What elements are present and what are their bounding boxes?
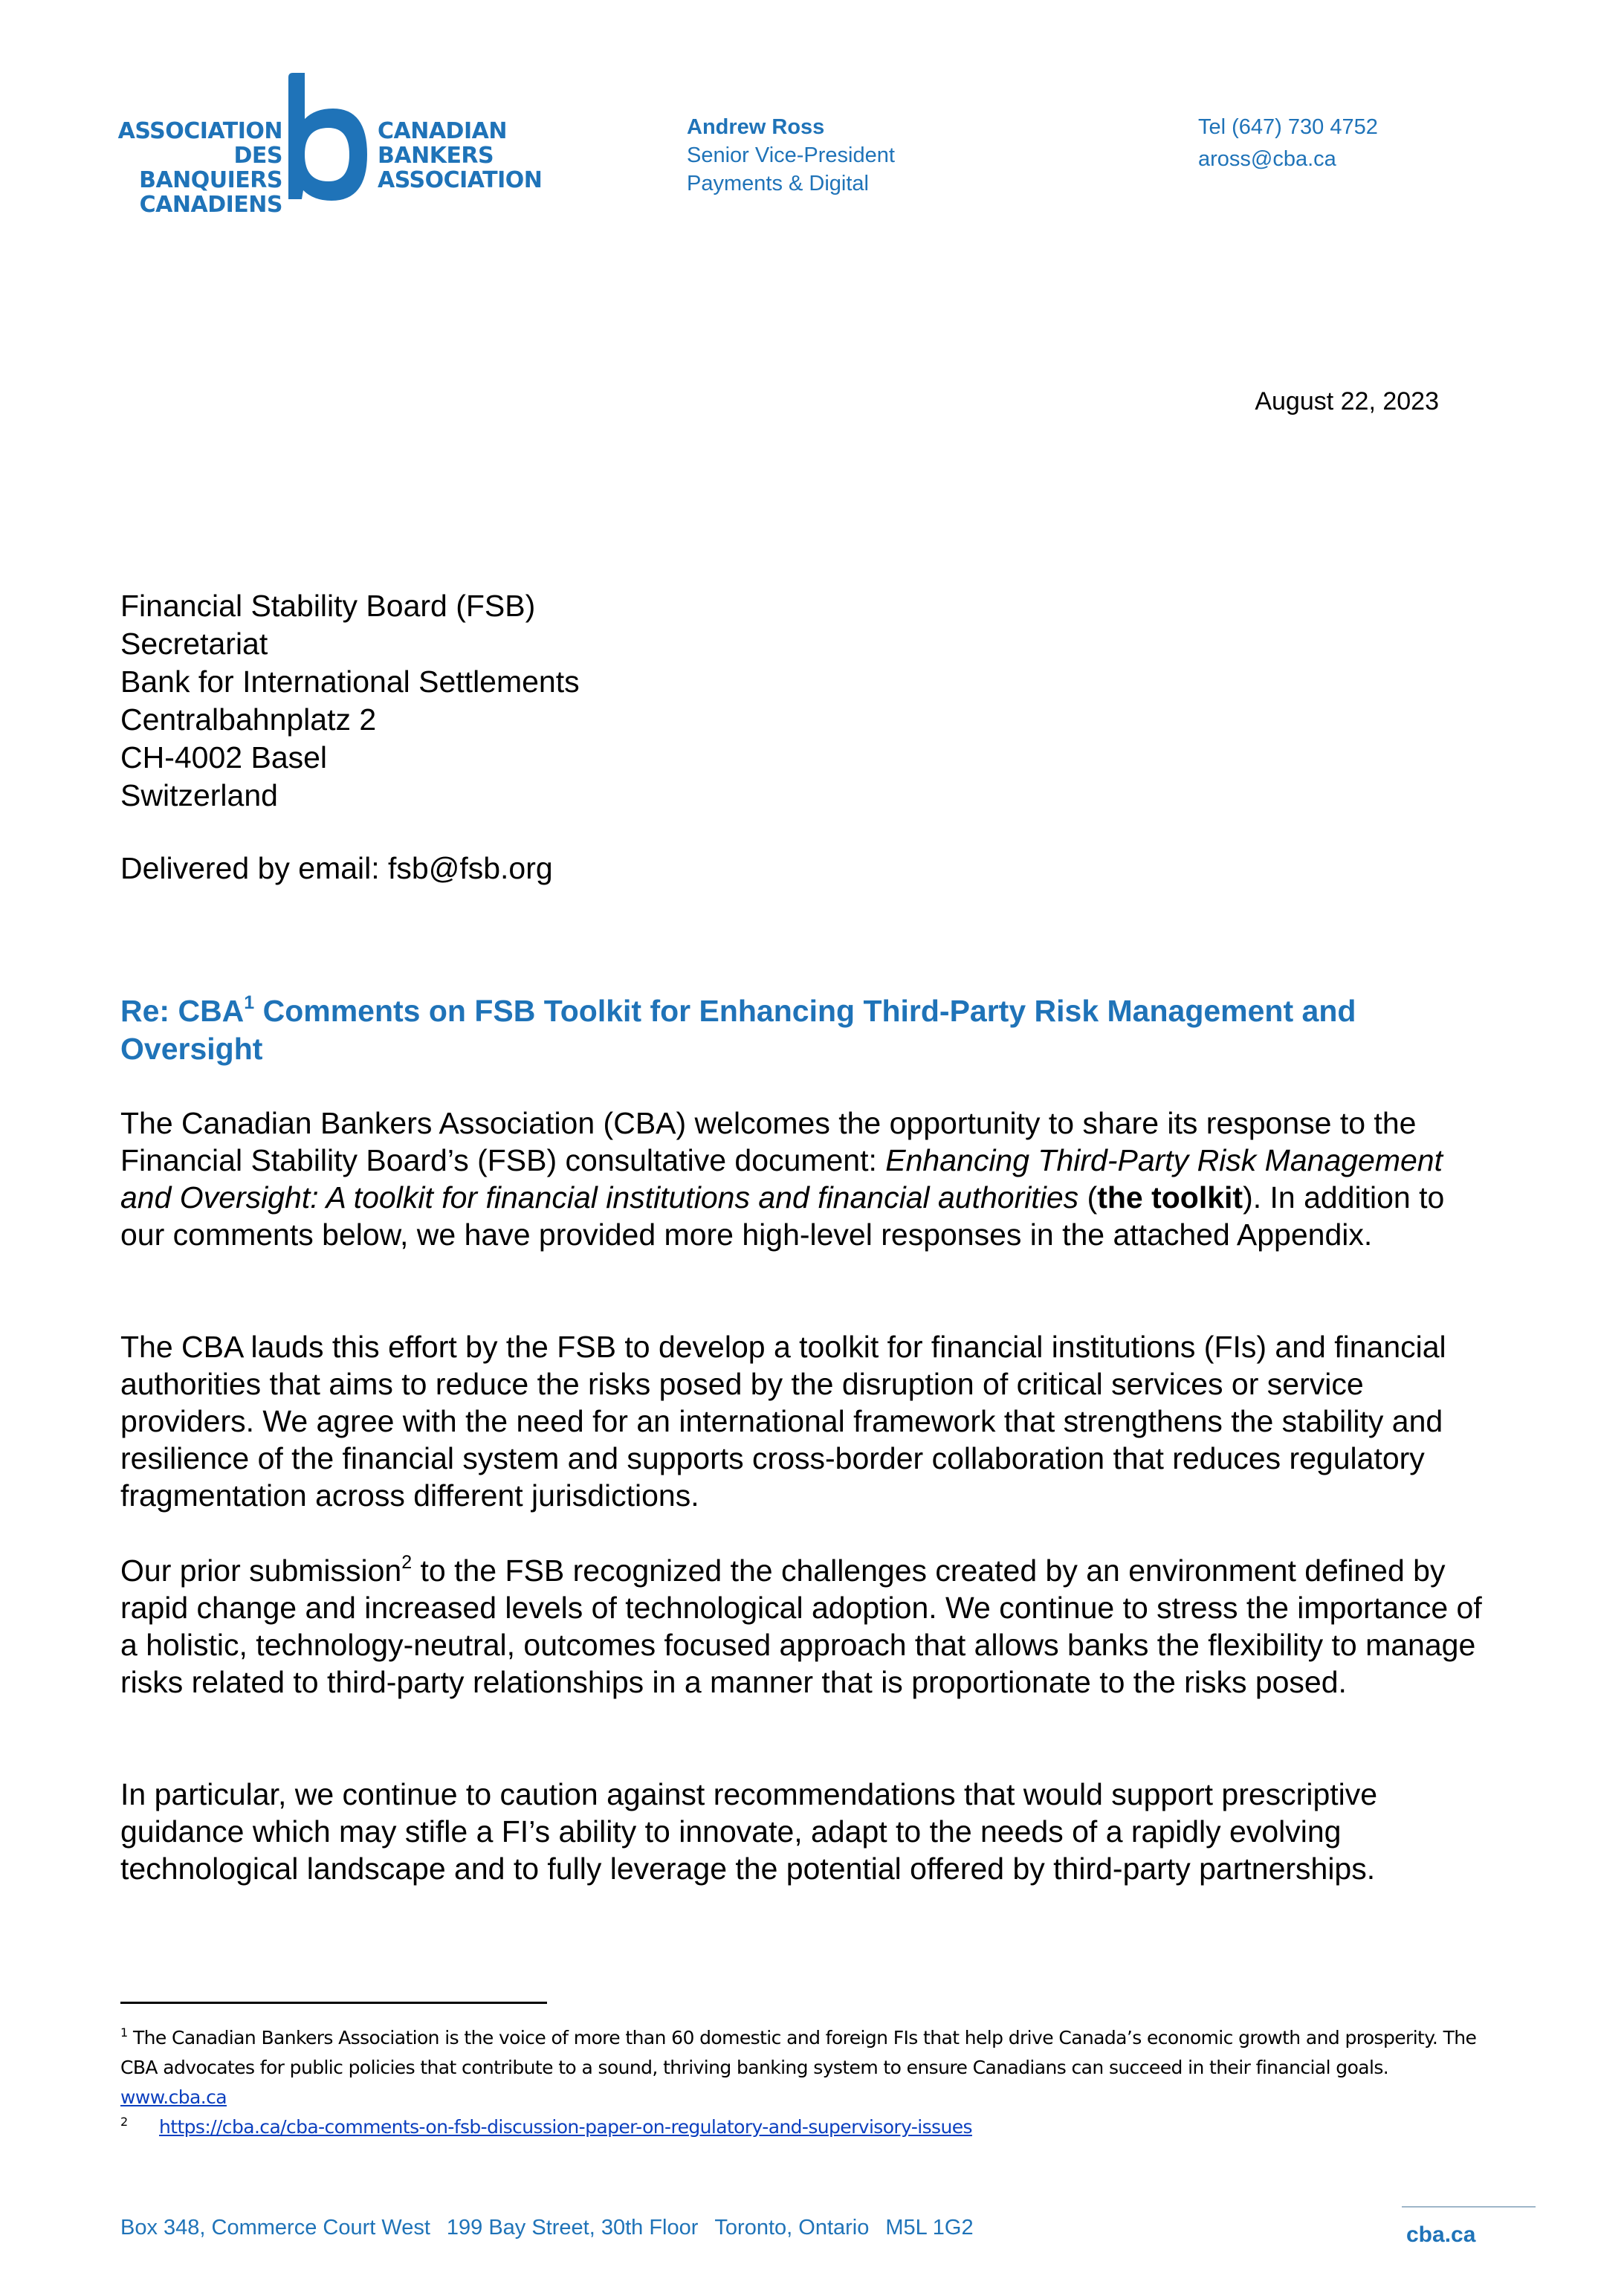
footnote-link[interactable]: www.cba.ca [120, 2086, 227, 2108]
logo-en-line: CANADIAN [378, 118, 507, 144]
address-line: Secretariat [120, 627, 268, 661]
footer-box: Box 348, Commerce Court West [120, 2216, 430, 2240]
footnote-1 [120, 2023, 1488, 2112]
subject-line [120, 992, 1488, 1068]
p1-text: ( [1078, 1180, 1098, 1215]
footer-street: 199 Bay Street, 30th Floor [446, 2216, 699, 2240]
footnote-ref-2[interactable]: 2 [401, 1552, 413, 1573]
contact-title: Senior Vice-President [687, 143, 895, 167]
footer-address [120, 2213, 990, 2242]
recipient-address [120, 587, 580, 815]
p1-text: The Canadian Bankers Association (CBA) welcomes the opportunity to share its response to the Financial Stability Board’s (FSB) consultative document: [120, 1106, 1417, 1177]
p3-text: Our prior submission [120, 1553, 402, 1588]
footer-city: Toronto, Ontario [714, 2216, 870, 2240]
logo-fr-line: CANADIENS [139, 192, 282, 218]
body-paragraph-4: In particular, we continue to caution against recommendations that would support prescriptive guidance which may stifle a FI’s ability to innovate, adapt to the needs of a rapidly evolving technological landscape and to fully leverage the potential offered by third-party partnerships. [120, 1777, 1378, 1886]
footnote-ref-1[interactable]: 1 [244, 992, 255, 1013]
address-line: Financial Stability Board (FSB) [120, 589, 536, 623]
letter-date: August 22, 2023 [1255, 387, 1439, 415]
footnote-link[interactable]: https://cba.ca/cba-comments-on-fsb-discussion-paper-on-regulatory-and-supervisory-issues [159, 2116, 972, 2138]
p3-text: to the FSB recognized the challenges created by an environment defined by rapid change and increased levels of technological adoption. We continue to stress the importance of a holistic, technology-neutral, outcomes focused approach that allows banks the flexibility to manage risks related to third-party relationships in a manner that is proportionate to the risks posed. [120, 1553, 1482, 1699]
contact-department: Payments & Digital [687, 172, 869, 195]
contact-phone: Tel (647) 730 4752 [1198, 115, 1378, 139]
body-paragraph-3 [120, 1552, 1488, 1701]
p1-text: ). In addition to our comments below, we have provided more high-level responses in the attached Appendix. [120, 1180, 1445, 1252]
address-line: Centralbahnplatz 2 [120, 702, 377, 737]
logo-fr-line: ASSOCIATION [117, 118, 282, 144]
logo-en-line: BANKERS [378, 143, 494, 169]
footnote-text: The Canadian Bankers Association is the voice of more than 60 domestic and foreign FIs that help drive Canada’s economic growth and prosperity. The CBA advocates for public policies that contribute to a sound, thriving banking system to ensure Canadians can succeed in their financial goals. [120, 2027, 1477, 2078]
body-paragraph-2: The CBA lauds this effort by the FSB to develop a toolkit for financial institutions (FIs) and financial authorities that aims to reduce the risks posed by the disruption of critical services or service providers. We agree with the need for an international framework that strengthens the stability and resilience of the financial system and supports cross-border collaboration that reduces regulatory fragmentation across different jurisdictions. [120, 1330, 1446, 1513]
contact-email[interactable]: aross@cba.ca [1198, 147, 1336, 171]
logo-english-text [378, 119, 556, 193]
subject-text: Comments on FSB Toolkit for Enhancing Third-Party Risk Management and Oversight [120, 994, 1356, 1066]
footnote-separator [120, 2002, 547, 2004]
footer-website-link[interactable]: cba.ca [1406, 2222, 1476, 2247]
footnote-number: 1 [120, 2025, 128, 2040]
subject-prefix: Re: CBA [120, 994, 245, 1028]
body-paragraph-1 [120, 1105, 1488, 1253]
cba-logo-b-mark [285, 73, 372, 202]
logo-fr-line: DES BANQUIERS [139, 143, 282, 193]
defined-term: the toolkit [1097, 1180, 1243, 1215]
address-line: Bank for International Settlements [120, 664, 580, 699]
address-line: CH-4002 Basel [120, 740, 328, 775]
document-title: Enhancing Third-Party Risk Management and Oversight: A toolkit for financial institutions and financial authorities [120, 1143, 1443, 1215]
footer-divider [1402, 2206, 1536, 2208]
delivery-note: Delivered by email: fsb@fsb.org [120, 851, 553, 885]
address-line: Switzerland [120, 778, 278, 812]
contact-name: Andrew Ross [687, 115, 825, 139]
footnote-2: $^2$ https://cba.ca/cba-comments-on-fsb-discussion-paper-on-regulatory-and-supervisory-issues [120, 2115, 972, 2138]
logo-en-line: ASSOCIATION [378, 167, 543, 193]
footer-postal-code: M5L 1G2 [885, 2216, 974, 2240]
logo-french-text [88, 119, 282, 217]
